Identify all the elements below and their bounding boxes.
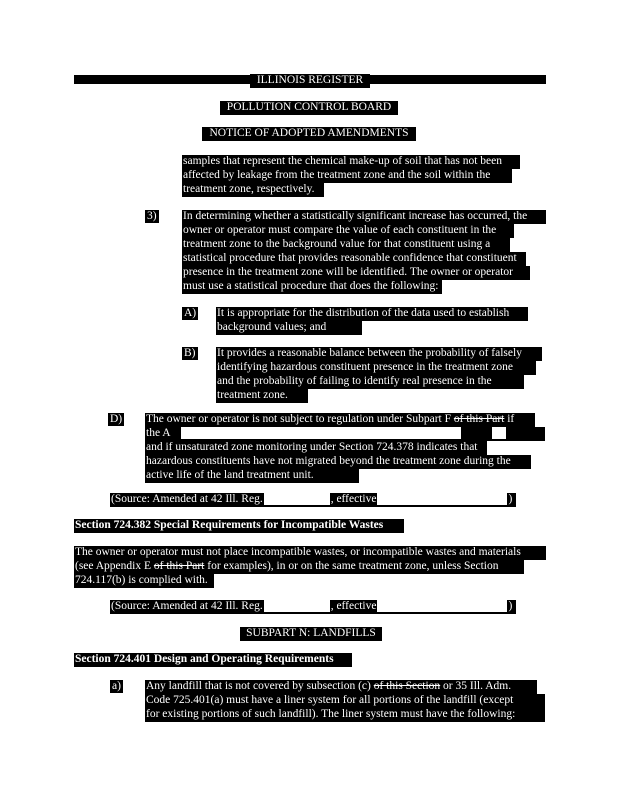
item-d-line-1-struck: of this Part <box>453 413 505 425</box>
item-d-marker: D) <box>110 413 123 425</box>
source-2-effective: , effective <box>330 600 377 612</box>
item-3-line-1: In determining whether a statistically significant increase has occurred, the <box>182 210 546 224</box>
item-3-line-6: must use a statistical procedure that does the following: <box>182 280 442 294</box>
section-382-line-1: The owner or operator must not place incompatible wastes, or incompatible wastes and materials <box>74 546 546 560</box>
item-3-line-5: presence in the treatment zone will be identified. The owner or operator <box>182 266 530 280</box>
item-d-line-2-text: the A <box>146 427 170 439</box>
section-401-line-1-text-a: Any landfill that is not covered by subsection (c) <box>146 680 374 692</box>
item-b-marker: B) <box>184 347 196 359</box>
item-a-marker: A) <box>184 307 197 319</box>
section-382-line-3: 724.117(b) is complied with. <box>74 574 214 588</box>
item-3-line-2: owner or operator must compare the value of each constituent in the <box>182 224 514 238</box>
item-a-line-1: It is appropriate for the distribution of the data used to establish <box>216 307 528 321</box>
source-1-effective: , effective <box>330 493 377 505</box>
source-1-blank <box>264 493 330 505</box>
item-b-line-1: It provides a reasonable balance between the probability of falsely <box>216 347 542 361</box>
section-401-heading: Section 724.401 Design and Operating Requirements <box>74 653 352 667</box>
board-title: POLLUTION CONTROL BOARD <box>220 101 398 115</box>
source-note-1 <box>110 493 516 507</box>
source-1-date-blank <box>377 493 507 505</box>
section-401-line-3: for existing portions of such landfill). The liner system must have the following: <box>145 708 545 722</box>
para-cont-line-1: samples that represent the chemical make-up of soil that has not been <box>182 155 520 169</box>
source-note-2 <box>110 600 516 614</box>
section-382-line-2-text-a: (see Appendix E <box>75 560 154 572</box>
notice-title: NOTICE OF ADOPTED AMENDMENTS <box>202 127 416 141</box>
item-d-line-3: and if unsaturated zone monitoring under Section 724.378 indicates that <box>145 441 487 455</box>
item-d-line-4: hazardous constituents have not migrated beyond the treatment zone during the <box>145 455 531 469</box>
item-b-line-2: identifying hazardous constituent presence in the treatment zone <box>216 361 536 375</box>
item-a-401-marker: a) <box>112 680 121 692</box>
section-382-heading: Section 724.382 Special Requirements for Incompatible Wastes <box>74 519 404 533</box>
item-a-line-2: background values; and <box>216 321 362 335</box>
source-1-suffix: ) <box>508 493 513 505</box>
item-b-line-4: treatment zone. <box>216 389 308 403</box>
item-3-line-4: statistical procedure that provides reasonable confidence that constituent <box>182 252 526 266</box>
source-1-prefix: (Source: Amended at 42 Ill. Reg. <box>111 493 263 505</box>
section-382-line-2 <box>74 560 524 574</box>
para-cont-line-3: treatment zone, respectively. <box>182 183 324 197</box>
section-382-line-2-struck: of this Part <box>153 560 205 572</box>
section-401-line-1-struck: of this Section <box>373 680 441 692</box>
item-d-line-1-text-a: The owner or operator is not subject to regulation under Subpart F <box>146 413 454 425</box>
section-401-line-1 <box>145 680 537 694</box>
source-2-prefix: (Source: Amended at 42 Ill. Reg. <box>111 600 263 612</box>
item-3-line-3: treatment zone to the background value for that constituent using a <box>182 238 510 252</box>
item-d-line-2 <box>145 427 545 441</box>
item-3-marker: 3) <box>147 210 157 222</box>
item-d-line-1 <box>145 413 535 427</box>
source-2-suffix: ) <box>508 600 513 612</box>
item-d-line-5: active life of the land treatment unit. <box>145 469 359 483</box>
redaction-gap <box>181 427 461 439</box>
source-2-date-blank <box>377 600 507 612</box>
section-382-line-2-text-b: for examples), in or on the same treatment zone, unless Section <box>204 560 499 572</box>
subpart-title: SUBPART N: LANDFILLS <box>240 627 382 641</box>
source-2-blank <box>264 600 330 612</box>
redaction-gap <box>492 427 506 439</box>
para-cont-line-2: affected by leakage from the treatment zone and the soil within the <box>182 169 512 183</box>
register-title: ILLINOIS REGISTER <box>250 74 370 88</box>
section-401-line-2: Code 725.401(a) must have a liner system for all portions of the landfill (except <box>145 694 545 708</box>
section-401-line-1-text-b: or 35 Ill. Adm. <box>440 680 512 692</box>
item-b-line-3: and the probability of failing to identify real presence in the <box>216 375 524 389</box>
item-d-line-1-text-b: if <box>504 413 515 425</box>
